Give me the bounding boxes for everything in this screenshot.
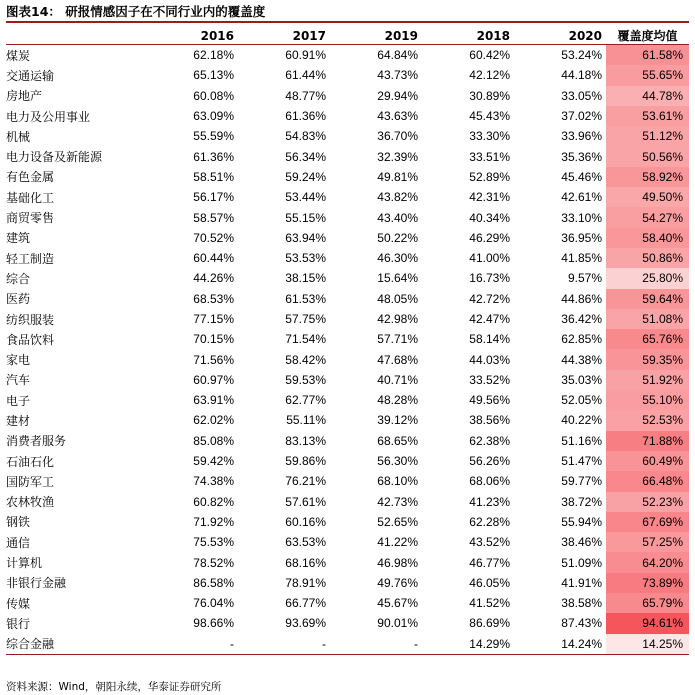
coverage-mean-cell: 52.53% [606, 410, 689, 430]
year-value-cell: 64.84% [377, 48, 418, 63]
year-value-cell: 66.77% [285, 596, 326, 611]
coverage-mean-cell: 49.50% [606, 187, 689, 207]
table-row [6, 532, 689, 552]
year-value-cell: 71.54% [285, 332, 326, 347]
year-value-cell: 42.31% [469, 190, 510, 205]
year-value-cell: 38.46% [561, 535, 602, 550]
year-value-cell: 40.22% [561, 413, 602, 428]
year-value-cell: 60.91% [285, 48, 326, 63]
coverage-mean-cell: 55.10% [606, 390, 689, 410]
industry-name: 建筑 [6, 231, 31, 246]
year-value-cell: 51.16% [561, 433, 602, 448]
year-value-cell: 32.39% [377, 149, 418, 164]
year-value-cell: 42.61% [561, 190, 602, 205]
coverage-mean-cell: 58.92% [606, 167, 689, 187]
header-2020: 2020 [514, 27, 606, 45]
industry-name: 纺织服装 [6, 312, 55, 327]
coverage-mean-cell: 51.92% [606, 370, 689, 390]
year-value-cell: 62.77% [285, 393, 326, 408]
table-row [6, 552, 689, 572]
table-row [6, 289, 689, 309]
year-value-cell: 63.94% [285, 230, 326, 245]
coverage-mean-cell: 51.12% [606, 126, 689, 146]
year-value-cell: 36.70% [377, 129, 418, 144]
year-value-cell: 41.52% [469, 596, 510, 611]
year-value-cell: 62.28% [469, 514, 510, 529]
year-value-cell: 46.30% [377, 251, 418, 266]
year-value-cell: 47.68% [377, 352, 418, 367]
year-value-cell: - [330, 634, 422, 655]
year-value-cell: 52.65% [377, 514, 418, 529]
year-value-cell: 44.26% [193, 271, 234, 286]
year-value-cell: 59.53% [285, 372, 326, 387]
year-value-cell: 43.63% [377, 109, 418, 124]
year-value-cell: 55.94% [561, 514, 602, 529]
table-row [6, 390, 689, 410]
table-row [6, 106, 689, 126]
year-value-cell: 38.72% [561, 494, 602, 509]
table-row [6, 86, 689, 106]
year-value-cell: 41.85% [561, 251, 602, 266]
year-value-cell: 41.91% [561, 575, 602, 590]
year-value-cell: 16.73% [469, 271, 510, 286]
year-value-cell: 33.52% [469, 372, 510, 387]
year-value-cell: 71.92% [193, 514, 234, 529]
source-note: 资料来源：Wind，朝阳永续，华泰证券研究所 [6, 681, 222, 693]
coverage-mean-cell: 60.49% [606, 451, 689, 471]
year-value-cell: 76.04% [193, 596, 234, 611]
year-value-cell: 48.28% [377, 393, 418, 408]
industry-name: 电子 [6, 393, 31, 408]
year-value-cell: 40.34% [469, 210, 510, 225]
year-value-cell: 9.57% [567, 271, 602, 286]
year-value-cell: 71.56% [193, 352, 234, 367]
industry-name: 家电 [6, 353, 31, 368]
year-value-cell: 33.30% [469, 129, 510, 144]
year-value-cell: 35.36% [561, 149, 602, 164]
coverage-mean-cell: 54.27% [606, 207, 689, 227]
year-value-cell: 60.44% [193, 251, 234, 266]
table-row [6, 248, 689, 268]
table-row [6, 593, 689, 613]
year-value-cell: 41.00% [469, 251, 510, 266]
coverage-mean-cell: 25.80% [606, 268, 689, 288]
year-value-cell: 43.40% [377, 210, 418, 225]
coverage-mean-cell: 65.79% [606, 593, 689, 613]
year-value-cell: 70.15% [193, 332, 234, 347]
year-value-cell: 44.03% [469, 352, 510, 367]
coverage-mean-cell: 58.40% [606, 228, 689, 248]
year-value-cell: 44.18% [561, 68, 602, 83]
year-value-cell: 62.18% [193, 48, 234, 63]
year-value-cell: 76.21% [285, 474, 326, 489]
year-value-cell: 59.77% [561, 474, 602, 489]
year-value-cell: 58.57% [193, 210, 234, 225]
year-value-cell: 56.26% [469, 454, 510, 469]
industry-name: 综合金融 [6, 634, 146, 655]
coverage-mean-cell: 66.48% [606, 471, 689, 491]
year-value-cell: 33.51% [469, 149, 510, 164]
industry-name: 电力及公用事业 [6, 109, 91, 124]
industry-name: 煤炭 [6, 48, 31, 63]
year-value-cell: 52.89% [469, 169, 510, 184]
year-value-cell: 53.53% [285, 251, 326, 266]
year-value-cell: 56.30% [377, 454, 418, 469]
table-row [6, 410, 689, 430]
year-value-cell: 30.89% [469, 88, 510, 103]
table-row [6, 167, 689, 187]
coverage-mean-cell: 44.78% [606, 86, 689, 106]
coverage-mean-cell: 50.56% [606, 146, 689, 166]
table-row [6, 512, 689, 532]
year-value-cell: 39.12% [377, 413, 418, 428]
header-2016: 2016 [146, 27, 238, 45]
table-row [6, 45, 689, 66]
industry-name: 交通运输 [6, 68, 55, 83]
table-row [6, 65, 689, 85]
table-row [6, 492, 689, 512]
year-value-cell: 33.96% [561, 129, 602, 144]
year-value-cell: 63.91% [193, 393, 234, 408]
year-value-cell: 58.42% [285, 352, 326, 367]
year-value-cell: 50.22% [377, 230, 418, 245]
coverage-table [6, 27, 689, 655]
industry-name: 食品饮料 [6, 332, 55, 347]
coverage-mean-cell: 61.58% [606, 45, 689, 66]
year-value-cell: 60.42% [469, 48, 510, 63]
year-value-cell: 42.72% [469, 291, 510, 306]
industry-name: 轻工制造 [6, 251, 55, 266]
table-row [6, 268, 689, 288]
year-value-cell: 53.44% [285, 190, 326, 205]
year-value-cell: 55.11% [286, 413, 326, 428]
year-value-cell: 45.67% [377, 596, 418, 611]
table-row [6, 613, 689, 633]
year-value-cell: 40.71% [377, 372, 418, 387]
industry-name: 医药 [6, 292, 31, 307]
header-2019: 2019 [330, 27, 422, 45]
year-value-cell: 90.01% [377, 616, 418, 631]
year-value-cell: 35.03% [561, 372, 602, 387]
year-value-cell: 14.29% [422, 634, 514, 655]
title-divider [6, 21, 689, 23]
year-value-cell: 86.58% [193, 575, 234, 590]
year-value-cell: 65.13% [193, 68, 234, 83]
table-row [6, 187, 689, 207]
industry-name: 国防军工 [6, 474, 55, 489]
year-value-cell: 41.22% [377, 535, 418, 550]
coverage-mean-cell: 65.76% [606, 329, 689, 349]
year-value-cell: 78.91% [285, 575, 326, 590]
year-value-cell: 98.66% [193, 616, 234, 631]
year-value-cell: 44.86% [561, 291, 602, 306]
year-value-cell: 93.69% [285, 616, 326, 631]
industry-name: 建材 [6, 413, 31, 428]
year-value-cell: 14.24% [514, 634, 606, 655]
industry-name: 电力设备及新能源 [6, 150, 103, 165]
year-value-cell: 33.05% [561, 88, 602, 103]
year-value-cell: 46.98% [377, 555, 418, 570]
year-value-cell: 61.44% [285, 68, 326, 83]
table-row [6, 349, 689, 369]
table-row [6, 471, 689, 491]
header-coverage-mean: 覆盖度均值 [606, 27, 689, 45]
table-row [6, 634, 689, 655]
year-value-cell: 53.24% [561, 48, 602, 63]
year-value-cell: 68.53% [193, 291, 234, 306]
industry-name: 汽车 [6, 373, 31, 388]
year-value-cell: 63.53% [285, 535, 326, 550]
year-value-cell: 86.69% [469, 616, 510, 631]
year-value-cell: 77.15% [193, 312, 234, 326]
coverage-mean-cell: 64.20% [606, 552, 689, 572]
year-value-cell: - [146, 634, 238, 655]
year-value-cell: 60.16% [285, 514, 326, 529]
year-value-cell: 38.15% [285, 271, 326, 286]
year-value-cell: 51.47% [561, 454, 602, 469]
industry-name: 有色金属 [6, 170, 55, 185]
table-header-row [6, 27, 689, 45]
year-value-cell: 51.09% [561, 555, 602, 570]
year-value-cell: 41.23% [469, 494, 510, 509]
year-value-cell: 56.17% [193, 190, 234, 205]
coverage-mean-cell: 50.86% [606, 248, 689, 268]
year-value-cell: 60.08% [193, 88, 234, 103]
year-value-cell: 83.13% [285, 433, 326, 448]
year-value-cell: 43.73% [377, 68, 418, 83]
year-value-cell: 46.05% [469, 575, 510, 590]
year-value-cell: 60.82% [193, 494, 234, 509]
industry-name: 农林牧渔 [6, 495, 55, 510]
coverage-mean-cell: 53.61% [606, 106, 689, 126]
table-row [6, 573, 689, 593]
year-value-cell: 68.06% [469, 474, 510, 489]
year-value-cell: 49.76% [377, 575, 418, 590]
coverage-mean-cell: 57.25% [606, 532, 689, 552]
year-value-cell: 61.36% [193, 149, 234, 164]
year-value-cell: 59.86% [285, 454, 326, 469]
table-row [6, 431, 689, 451]
year-value-cell: 68.16% [285, 555, 326, 570]
year-value-cell: 59.24% [285, 169, 326, 184]
year-value-cell: 74.38% [193, 474, 234, 489]
table-row [6, 126, 689, 146]
year-value-cell: 48.77% [285, 88, 326, 103]
year-value-cell: 42.47% [469, 312, 510, 326]
year-value-cell: 29.94% [377, 88, 418, 103]
year-value-cell: 43.52% [469, 535, 510, 550]
year-value-cell: 68.10% [377, 474, 418, 489]
header-2018: 2018 [422, 27, 514, 45]
year-value-cell: 63.09% [193, 109, 234, 124]
year-value-cell: 85.08% [193, 433, 234, 448]
year-value-cell: 38.58% [561, 596, 602, 611]
year-value-cell: 59.42% [193, 454, 234, 469]
year-value-cell: 42.98% [377, 312, 418, 326]
table-row [6, 309, 689, 329]
industry-name: 计算机 [6, 556, 43, 571]
coverage-mean-cell: 55.65% [606, 65, 689, 85]
coverage-mean-cell: 59.35% [606, 349, 689, 369]
year-value-cell: 38.56% [469, 413, 510, 428]
industry-name: 综合 [6, 271, 31, 286]
industry-name: 房地产 [6, 89, 43, 104]
year-value-cell: 60.97% [193, 372, 234, 387]
year-value-cell: 15.64% [377, 271, 418, 286]
year-value-cell: 57.71% [377, 332, 418, 347]
industry-name: 基础化工 [6, 190, 55, 205]
header-2017: 2017 [238, 27, 330, 45]
year-value-cell: 49.81% [377, 169, 418, 184]
year-value-cell: 36.95% [561, 230, 602, 245]
coverage-mean-cell: 73.89% [606, 573, 689, 593]
year-value-cell: 62.38% [469, 433, 510, 448]
year-value-cell: 46.77% [469, 555, 510, 570]
coverage-mean-cell: 71.88% [606, 431, 689, 451]
year-value-cell: 54.83% [285, 129, 326, 144]
year-value-cell: 57.75% [285, 312, 326, 326]
year-value-cell: 44.38% [561, 352, 602, 367]
year-value-cell: 61.36% [285, 109, 326, 124]
coverage-mean-cell: 14.25% [606, 634, 689, 655]
table-row [6, 207, 689, 227]
industry-name: 非银行金融 [6, 576, 67, 591]
industry-name: 商贸零售 [6, 211, 55, 226]
year-value-cell: 56.34% [285, 149, 326, 164]
year-value-cell: 68.65% [377, 433, 418, 448]
year-value-cell: 36.42% [561, 312, 602, 326]
industry-name: 通信 [6, 535, 31, 550]
industry-name: 消费者服务 [6, 434, 67, 449]
year-value-cell: 55.15% [285, 210, 326, 225]
year-value-cell: - [238, 634, 330, 655]
table-body [6, 45, 689, 655]
table-row [6, 370, 689, 390]
coverage-mean-cell: 52.23% [606, 492, 689, 512]
year-value-cell: 58.51% [193, 169, 234, 184]
table-row [6, 146, 689, 166]
year-value-cell: 57.61% [285, 494, 326, 509]
year-value-cell: 87.43% [561, 616, 602, 631]
table-row [6, 329, 689, 349]
year-value-cell: 45.43% [469, 109, 510, 124]
coverage-mean-cell: 51.08% [606, 309, 689, 329]
table-row [6, 451, 689, 471]
year-value-cell: 42.73% [377, 494, 418, 509]
coverage-mean-cell: 94.61% [606, 613, 689, 633]
header-industry [6, 27, 146, 45]
year-value-cell: 43.82% [377, 190, 418, 205]
industry-name: 机械 [6, 129, 31, 144]
year-value-cell: 78.52% [193, 555, 234, 570]
industry-name: 传媒 [6, 596, 31, 611]
table-row [6, 228, 689, 248]
industry-name: 银行 [6, 616, 31, 631]
year-value-cell: 62.85% [561, 332, 602, 347]
year-value-cell: 37.02% [561, 109, 602, 124]
year-value-cell: 42.12% [469, 68, 510, 83]
coverage-mean-cell: 67.69% [606, 512, 689, 532]
year-value-cell: 62.02% [193, 413, 234, 428]
year-value-cell: 55.59% [193, 129, 234, 144]
year-value-cell: 46.29% [469, 230, 510, 245]
table-title: 图表14： 研报情感因子在不同行业内的覆盖度 [6, 4, 266, 19]
year-value-cell: 58.14% [469, 332, 510, 347]
year-value-cell: 45.46% [561, 169, 602, 184]
year-value-cell: 61.53% [285, 291, 326, 306]
industry-name: 钢铁 [6, 515, 31, 530]
industry-name: 石油石化 [6, 454, 55, 469]
year-value-cell: 48.05% [377, 291, 418, 306]
year-value-cell: 70.52% [193, 230, 234, 245]
year-value-cell: 75.53% [193, 535, 234, 550]
year-value-cell: 49.56% [469, 393, 510, 408]
year-value-cell: 52.05% [561, 393, 602, 408]
coverage-mean-cell: 59.64% [606, 289, 689, 309]
year-value-cell: 33.10% [561, 210, 602, 225]
